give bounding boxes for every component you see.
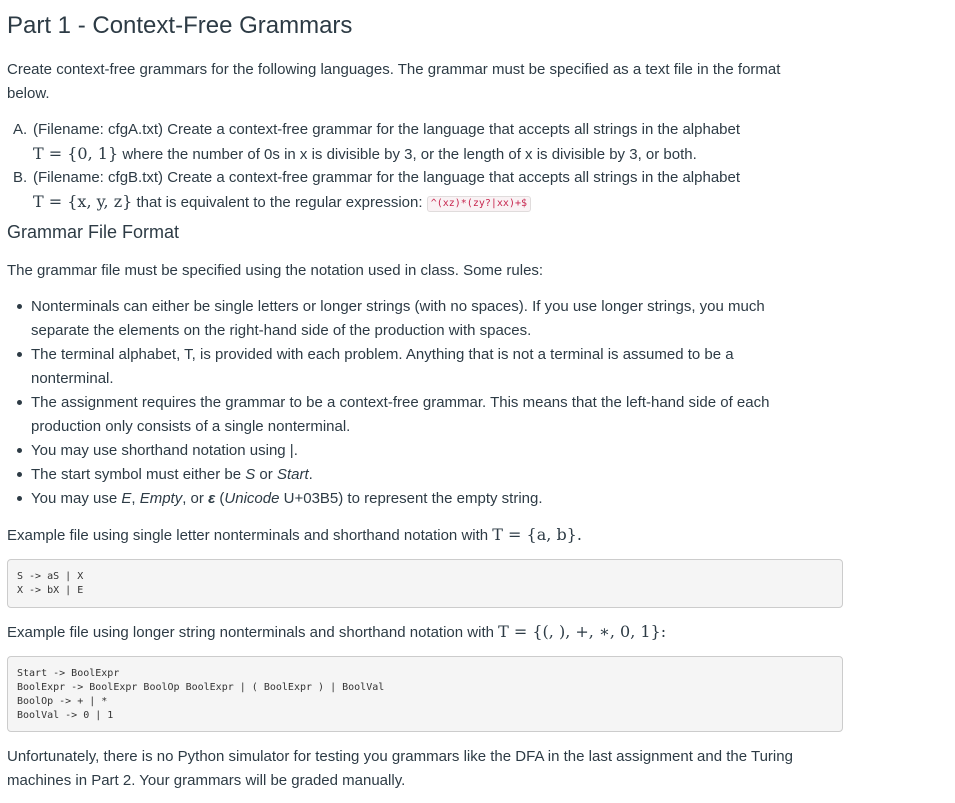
rule-6-sep2: , or: [182, 490, 209, 507]
rules-intro: The grammar file must be specified using the notation used in class. Some rules:: [7, 262, 544, 279]
rule-5-prefix: The start symbol must either be: [31, 466, 246, 483]
example-2-caption: [7, 620, 666, 645]
problem-b-description: that is equivalent to the regular expression:: [136, 194, 423, 211]
rule-6-e: E: [121, 490, 132, 507]
example-1-caption-text: Example file using single letter nonterminals and shorthand notation with: [7, 527, 489, 544]
example-1-alphabet: T = {a, b}.: [492, 525, 582, 544]
rule-6-unicode: Unicode: [224, 490, 280, 507]
regex-code: ^(xz)*(zy?|xx)+$: [427, 196, 531, 212]
page-title: Part 1 - Context-Free Grammars: [7, 12, 353, 39]
example-1-caption: [7, 523, 582, 548]
rule-3-line-1: The assignment requires the grammar to be a context-free grammar. This means that the left-hand side of each: [31, 394, 770, 411]
bullet-dot-icon: [17, 304, 22, 309]
bullet-dot-icon: [17, 496, 22, 501]
example-1-code-block: [7, 559, 843, 608]
rule-6-sep1: ,: [131, 490, 140, 507]
code-line: BoolVal -> 0 | 1: [17, 710, 114, 721]
problem-b-alphabet: T = {x, y, z}: [33, 192, 133, 211]
bullet-dot-icon: [17, 352, 22, 357]
rule-2-line-2: nonterminal.: [31, 370, 114, 387]
rule-6-suffix: ) to represent the empty string.: [338, 490, 543, 507]
rule-6-epsilon: ε: [208, 490, 216, 507]
rule-6: [31, 487, 543, 511]
problem-a-line-2: [33, 142, 697, 167]
problem-b-line-2: [33, 190, 531, 215]
problem-b-marker: B.: [13, 169, 28, 186]
rule-2-line-1: The terminal alphabet, T, is provided with each problem. Anything that is not a terminal is assumed to be a: [31, 346, 734, 363]
problem-a-marker: A.: [13, 121, 28, 138]
code-line: Start -> BoolExpr: [17, 668, 120, 679]
rule-6-codepoint: U+03B5: [279, 490, 339, 507]
code-line: X -> bX | E: [17, 585, 84, 596]
problem-b-line-1: (Filename: cfgB.txt) Create a context-free grammar for the language that accepts all strings in the alphabet: [33, 169, 741, 186]
rule-1-line-1: Nonterminals can either be single letters or longer strings (with no spaces). If you use longer strings, you much: [31, 298, 765, 315]
problem-a-description: where the number of 0s in x is divisible by 3, or the length of x is divisible by 3, or both.: [122, 146, 697, 163]
bullet-dot-icon: [17, 400, 22, 405]
rule-6-empty: Empty: [139, 490, 183, 507]
bullet-dot-icon: [17, 472, 22, 477]
closing-line-2: machines in Part 2. Your grammars will be graded manually.: [7, 772, 406, 789]
code-line: BoolExpr -> BoolExpr BoolOp BoolExpr | ( BoolExpr ) | BoolVal: [17, 682, 385, 693]
problem-a-alphabet: T = {0, 1}: [33, 144, 119, 163]
example-2-code-block: [7, 656, 843, 732]
rule-6-paren: (: [215, 490, 225, 507]
code-line: S -> aS | X: [17, 571, 84, 582]
rule-5-suffix: .: [308, 466, 313, 483]
rule-5-s: S: [245, 466, 256, 483]
rule-6-prefix: You may use: [31, 490, 122, 507]
rule-4: You may use shorthand notation using |.: [31, 442, 298, 459]
closing-line-1: Unfortunately, there is no Python simulator for testing you grammars like the DFA in the last assignment and the Turing: [7, 748, 793, 765]
rule-5-start: Start: [276, 466, 309, 483]
bullet-dot-icon: [17, 448, 22, 453]
rule-5-or: or: [255, 466, 277, 483]
intro-line-2: below.: [7, 85, 50, 102]
example-2-caption-text: Example file using longer string nonterminals and shorthand notation with: [7, 624, 494, 641]
rule-3-line-2: production only consists of a single nonterminal.: [31, 418, 351, 435]
example-2-alphabet: T = {(, ), +, ∗, 0, 1}:: [498, 622, 667, 641]
rule-5: [31, 463, 313, 487]
grammar-format-heading: Grammar File Format: [7, 222, 180, 242]
code-line: BoolOp -> + | *: [17, 696, 108, 707]
intro-line-1: Create context-free grammars for the following languages. The grammar must be specified as a text file in the format: [7, 61, 781, 78]
problem-a-line-1: (Filename: cfgA.txt) Create a context-free grammar for the language that accepts all strings in the alphabet: [33, 121, 741, 138]
rule-1-line-2: separate the elements on the right-hand side of the production with spaces.: [31, 322, 532, 339]
